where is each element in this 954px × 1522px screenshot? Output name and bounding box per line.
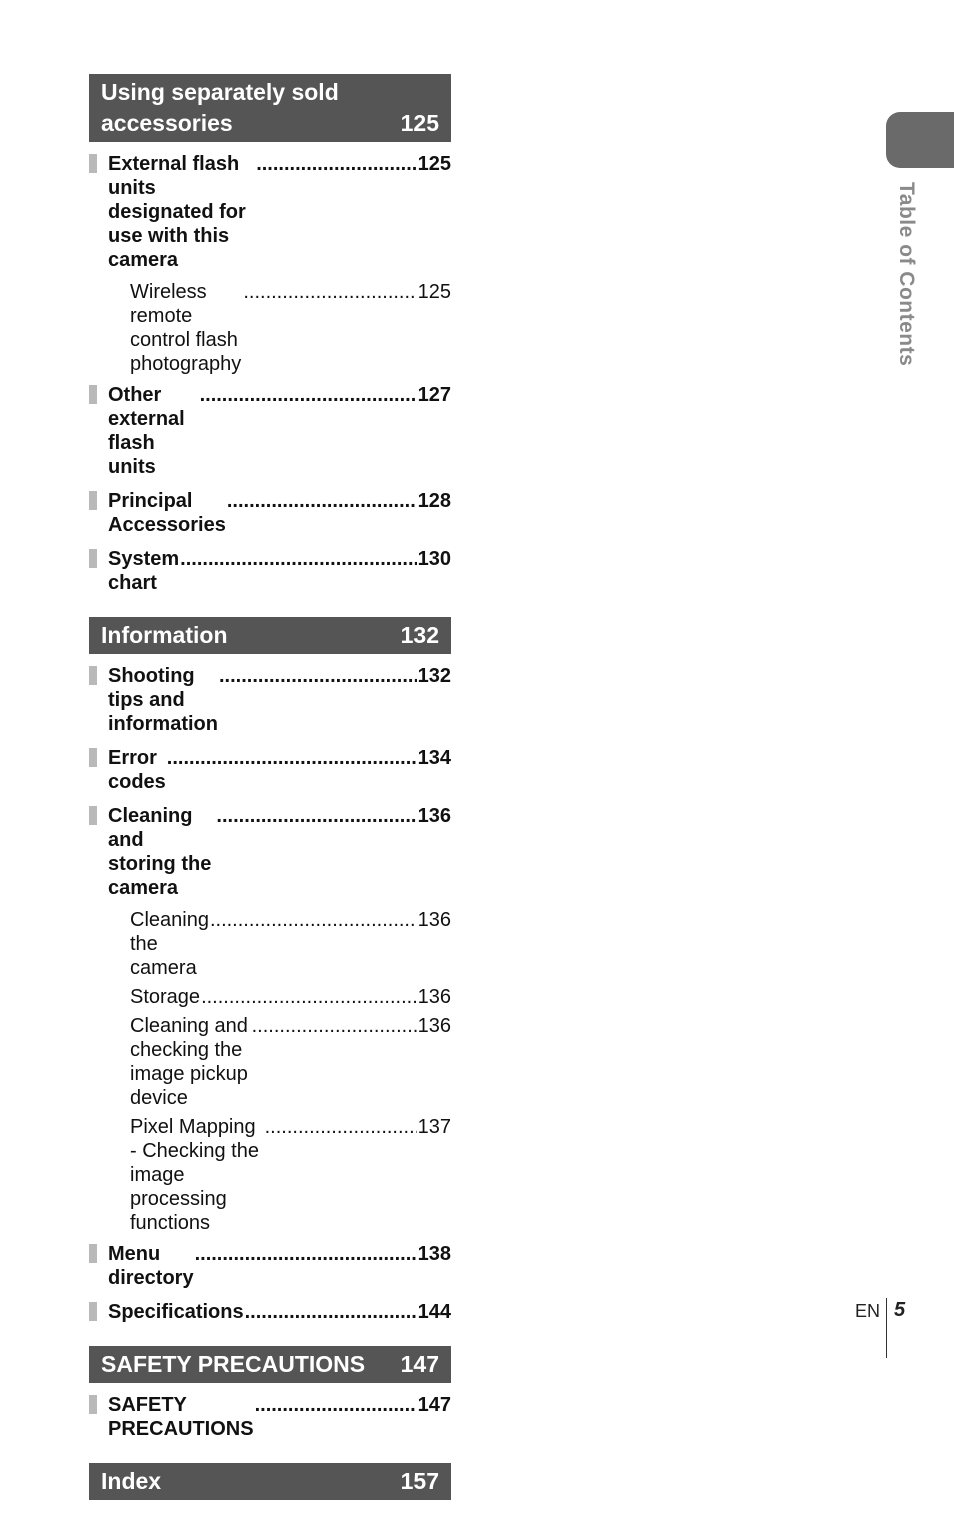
- entry-marker: [89, 549, 97, 568]
- entry-title: SAFETY PRECAUTIONS: [108, 1394, 254, 1440]
- entry-page-number: 147: [417, 1394, 451, 1416]
- dot-leader: [219, 664, 417, 688]
- entry-marker: [89, 154, 97, 173]
- entry-page-number: 136: [417, 805, 451, 827]
- section-page-number: 157: [400, 1468, 439, 1494]
- entry-title: Cleaning the camera: [130, 909, 209, 979]
- entry-marker: [89, 666, 97, 685]
- toc-entry[interactable]: [89, 489, 451, 537]
- dot-leader: [252, 1014, 417, 1038]
- entry-page-number: 144: [417, 1301, 451, 1323]
- dot-leader: [245, 1300, 417, 1324]
- toc-entry-list: [89, 142, 451, 595]
- entry-title: Pixel Mapping - Checking the image processing functions: [130, 1116, 259, 1234]
- toc-entry[interactable]: [89, 1393, 451, 1441]
- section-title: SAFETY PRECAUTIONS: [101, 1351, 366, 1377]
- chapter-tab-label: Table of Contents: [895, 182, 918, 367]
- section-header[interactable]: [89, 617, 451, 654]
- dot-leader: [200, 383, 417, 407]
- section-title: Index: [101, 1468, 162, 1494]
- entry-page-number: 137: [417, 1116, 451, 1138]
- dot-leader: [243, 280, 416, 304]
- entry-title: Error codes: [108, 747, 166, 793]
- entry-page-number: 138: [417, 1243, 451, 1265]
- entry-page-number: 136: [417, 1015, 451, 1037]
- toc-section: [89, 74, 451, 595]
- footer-divider: [886, 1298, 887, 1358]
- toc-subentry[interactable]: [89, 1014, 451, 1110]
- footer-language: EN: [855, 1301, 881, 1321]
- dot-leader: [180, 547, 416, 571]
- entry-marker: [89, 491, 97, 510]
- entry-page-number: 130: [417, 548, 451, 570]
- entry-title: Shooting tips and information: [108, 665, 218, 735]
- footer-page-number: 5: [894, 1299, 906, 1321]
- entry-marker: [89, 385, 97, 404]
- toc-section: [89, 617, 451, 1324]
- toc-entry-list: [89, 1383, 451, 1441]
- entry-title: Storage: [130, 986, 201, 1008]
- toc-section: [89, 1463, 451, 1500]
- entry-title: Cleaning and storing the camera: [108, 805, 212, 899]
- entry-page-number: 127: [417, 384, 451, 406]
- toc-entry[interactable]: [89, 664, 451, 736]
- entry-marker: [89, 806, 97, 825]
- toc-section: [89, 1346, 451, 1441]
- entry-title: External flash units designated for use with this camera: [108, 153, 246, 271]
- entry-title: Menu directory: [108, 1243, 194, 1289]
- section-title: Information: [101, 622, 228, 648]
- entry-title: Cleaning and checking the image pickup device: [130, 1015, 248, 1109]
- toc-subentry[interactable]: [89, 1115, 451, 1235]
- toc-entry[interactable]: [89, 1242, 451, 1290]
- toc-entry[interactable]: [89, 383, 451, 479]
- entry-page-number: 125: [417, 281, 451, 303]
- section-header[interactable]: [89, 1463, 451, 1500]
- section-page-number: 132: [400, 622, 439, 648]
- dot-leader: [167, 746, 417, 770]
- table-of-contents: [89, 74, 451, 1522]
- entry-title: Other external flash units: [108, 384, 185, 478]
- section-title: Using separately sold accessories: [101, 79, 339, 136]
- toc-entry[interactable]: [89, 746, 451, 794]
- toc-entry[interactable]: [89, 547, 451, 595]
- entry-title: System chart: [108, 548, 180, 594]
- entry-page-number: 128: [417, 490, 451, 512]
- entry-marker: [89, 748, 97, 767]
- entry-page-number: 132: [417, 665, 451, 687]
- entry-marker: [89, 1302, 97, 1321]
- entry-page-number: 136: [417, 909, 451, 931]
- toc-entry[interactable]: [89, 1300, 451, 1324]
- entry-marker: [89, 1244, 97, 1263]
- dot-leader: [265, 1115, 417, 1139]
- entry-page-number: 134: [417, 747, 451, 769]
- entry-title: Wireless remote control flash photography: [130, 281, 242, 375]
- toc-subentry[interactable]: [89, 908, 451, 980]
- entry-page-number: 136: [417, 986, 451, 1008]
- entry-title: Principal Accessories: [108, 490, 226, 536]
- dot-leader: [227, 489, 417, 513]
- chapter-tab: [886, 112, 954, 168]
- section-page-number: 147: [400, 1351, 439, 1377]
- dot-leader: [201, 985, 417, 1009]
- toc-subentry[interactable]: [89, 280, 451, 376]
- entry-marker: [89, 1395, 97, 1414]
- entry-page-number: 125: [417, 153, 451, 175]
- toc-entry-list: [89, 654, 451, 1324]
- dot-leader: [210, 908, 417, 932]
- dot-leader: [195, 1242, 417, 1266]
- toc-subentry[interactable]: [89, 985, 451, 1009]
- toc-entry[interactable]: [89, 804, 451, 900]
- toc-entry[interactable]: [89, 152, 451, 272]
- dot-leader: [255, 1393, 417, 1417]
- section-header[interactable]: [89, 1346, 451, 1383]
- section-page-number: 125: [400, 110, 439, 136]
- section-header[interactable]: [89, 74, 451, 142]
- entry-title: Specifications: [108, 1301, 244, 1323]
- dot-leader: [256, 152, 416, 176]
- dot-leader: [216, 804, 416, 828]
